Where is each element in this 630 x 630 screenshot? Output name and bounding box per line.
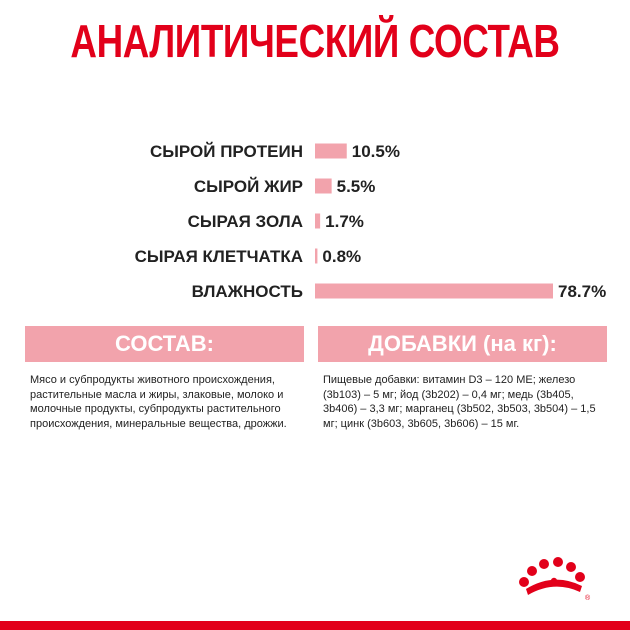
value-label: 10.5% (351, 142, 400, 161)
category-label: ВЛАЖНОСТЬ (191, 282, 303, 301)
bar (315, 144, 347, 159)
bar (315, 214, 320, 229)
bar (315, 249, 317, 264)
value-label: 78.7% (558, 282, 607, 301)
bar (315, 284, 553, 299)
svg-text:®: ® (585, 595, 591, 602)
additives-text: Пищевые добавки: витамин D3 – 120 МЕ; железо (3b103) – 5 мг; йод (3b202) – 0,4 мг; медь (3b405, 3b406) – 3,3 мг; марганец (3b502, 3b503, 3b504) – 1,5 мг; цинк (3b603, 3b605, 3b606) – 15 мг. (323, 374, 596, 430)
bottom-brand-bar (0, 621, 630, 630)
category-label: СЫРОЙ ЖИР (193, 177, 303, 196)
value-label: 1.7% (325, 212, 364, 231)
value-label: 0.8% (322, 247, 362, 266)
category-label: СЫРАЯ ЗОЛА (187, 212, 303, 231)
category-label: СЫРОЙ ПРОТЕИН (150, 142, 303, 161)
additives-header: ДОБАВКИ (на кг): (318, 326, 607, 362)
composition-header: СОСТАВ: (25, 326, 304, 362)
value-label: 5.5% (336, 177, 376, 196)
bar (315, 179, 332, 194)
royal-canin-crown-icon (514, 556, 594, 606)
analytical-composition-chart (0, 125, 630, 315)
composition-text: Мясо и субпродукты животного происхождения, растительные масла и жиры, злаковые, молоко и молочные продукты, субпродукты растительного происхождения, минеральные вещества, дрожжи. (30, 374, 287, 430)
category-label: СЫРАЯ КЛЕТЧАТКА (134, 247, 303, 266)
page-title: АНАЛИТИЧЕСКИЙ СОСТАВ (70, 15, 560, 67)
